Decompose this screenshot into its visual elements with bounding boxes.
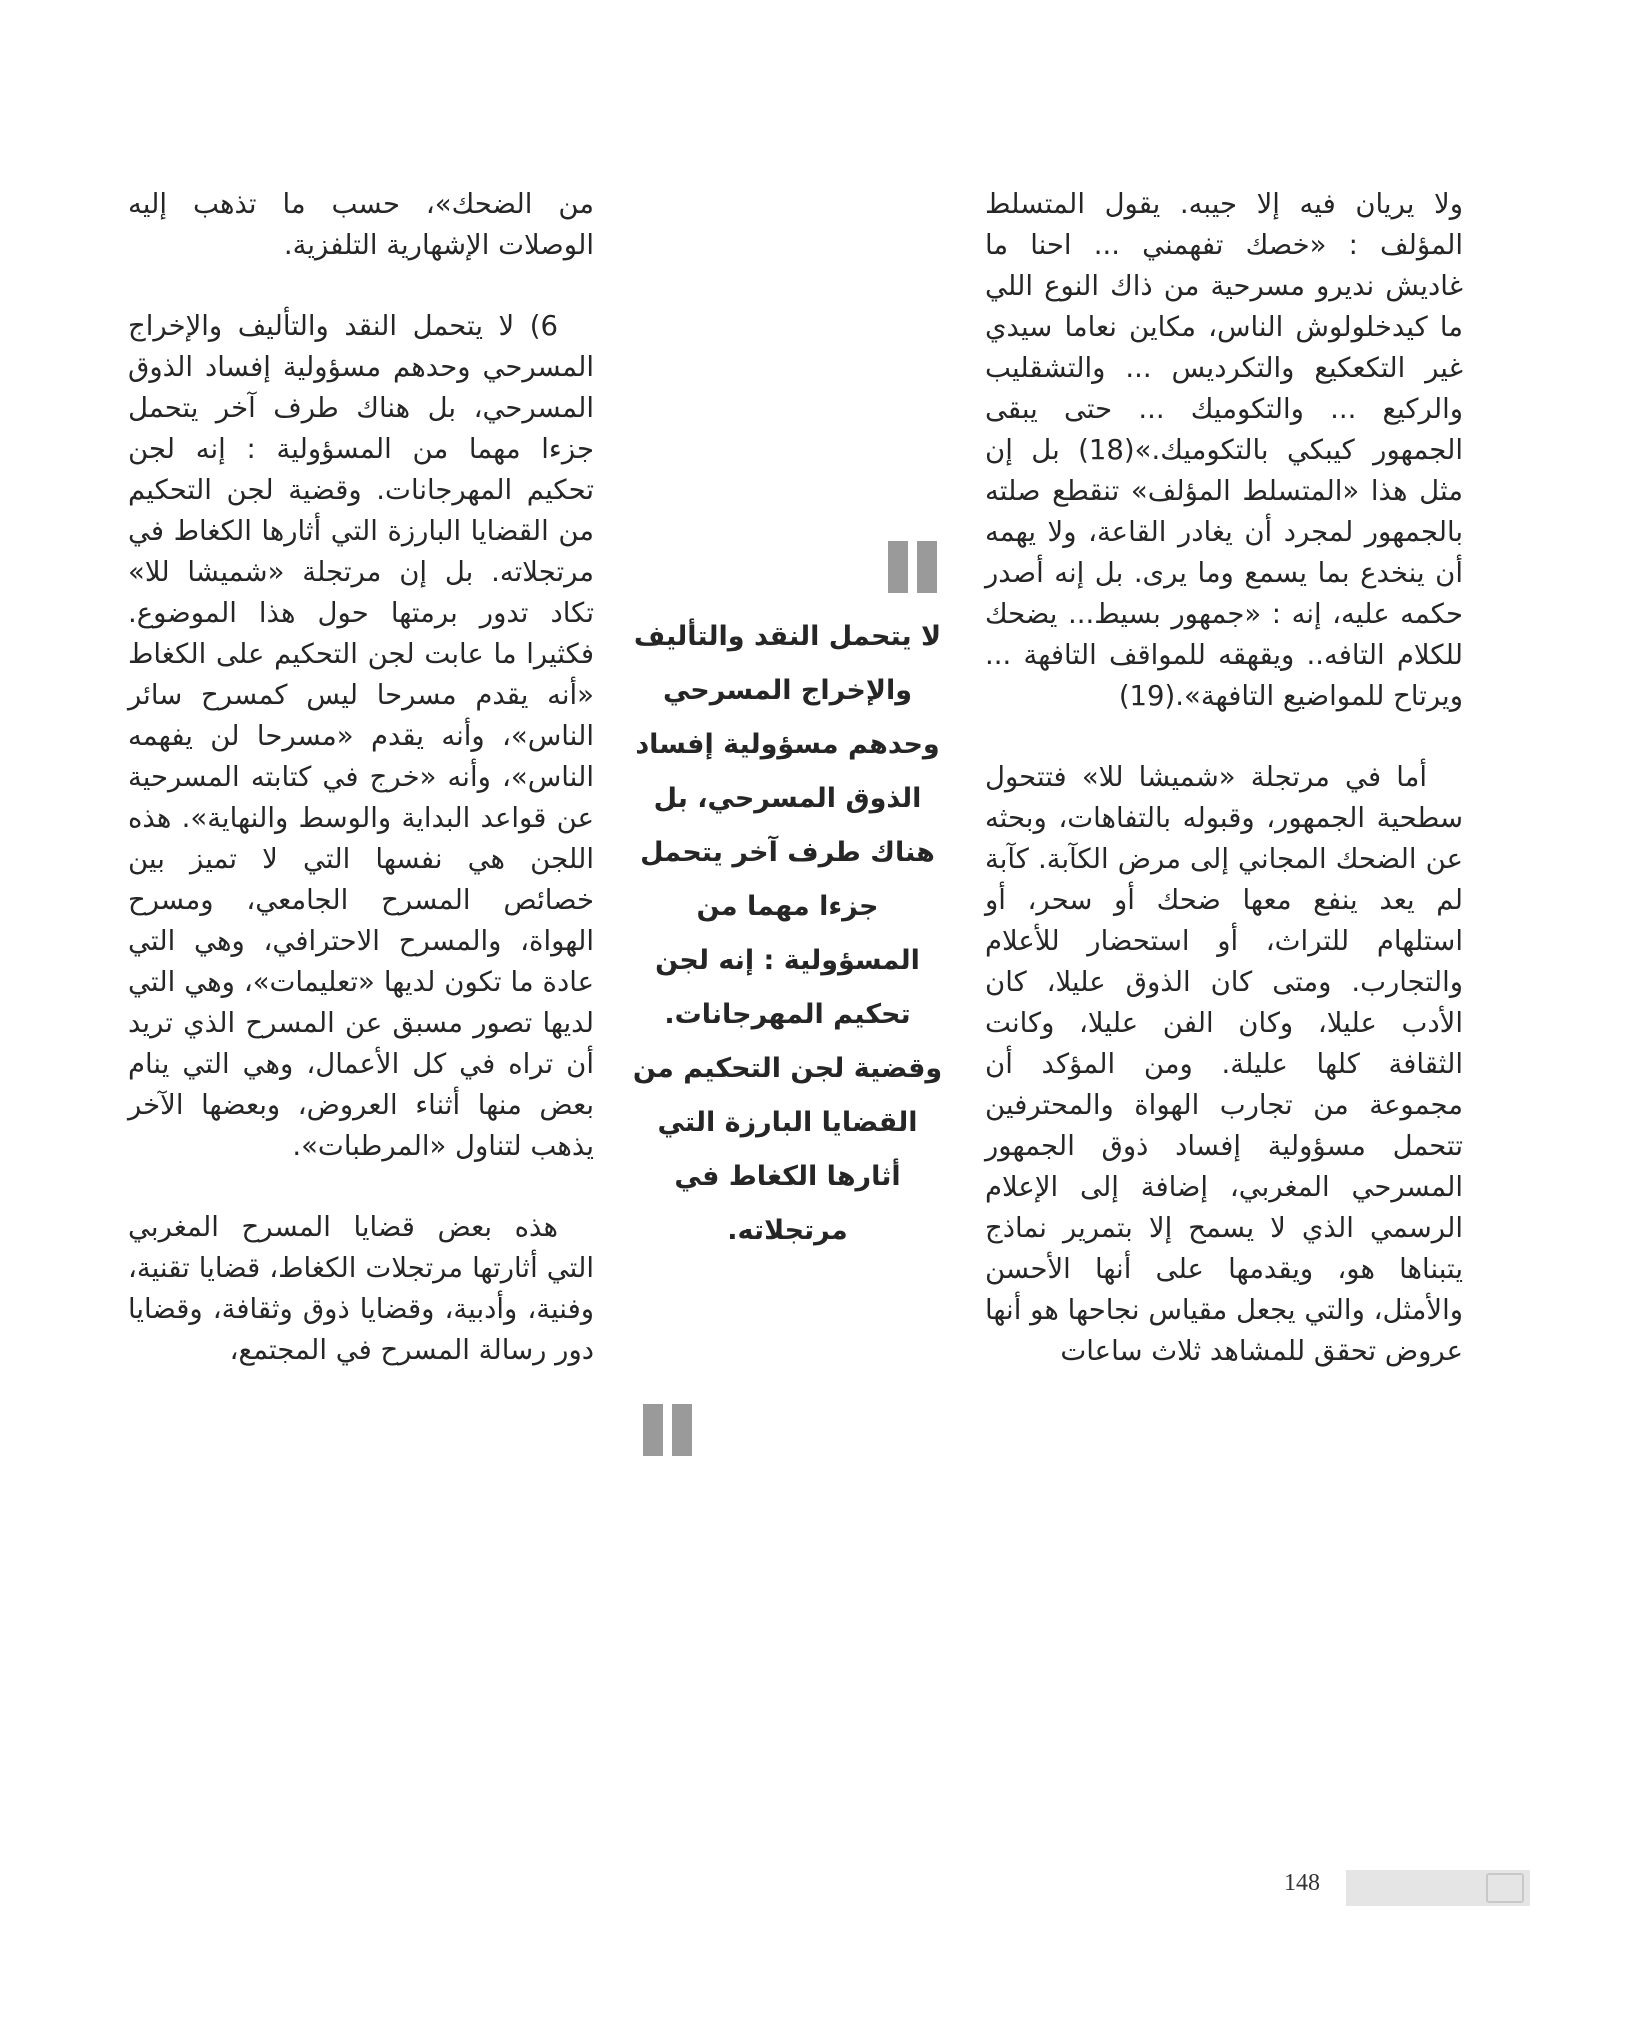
left-paragraph-1: من الضحك»، حسب ما تذهب إليه الوصلات الإشهارية التلفزية. [128, 188, 594, 261]
pull-quote: لا يتحمل النقد والتأليف والإخراج المسرحي وحدهم مسؤولية إفساد الذوق المسرحي، بل هناك طرف آخر يتحمل جزءا مهما من المسؤولية : إنه لجن تحكيم المهرجانات. وقضية لجن التحكيم من القضايا البارزة التي أثارها الكغاط في مرتجلاته. [632, 621, 943, 1246]
right-paragraph-1: ولا يريان فيه إلا جيبه. يقول المتسلط المؤلف : «خصك تفهمني ... احنا ما غاديش نديرو مسرحية من ذاك النوع اللي ما كيدخلولوش الناس، مكاين نعاما سيدي غير التكعكيع والتكرديس ... والتشقليب والركيع ... والتكوميك ... حتى يبقى الجمهور كيبكي بالتكوميك.»(18) بل إن مثل هذا «المتسلط المؤلف» تنقطع صلته بالجمهور لمجرد أن يغادر القاعة، ولا يهمه أن ينخدع بما يسمع وما يرى. بل إنه أصدر حكمه عليه، إنه : «جمهور بسيط... يضحك للكلام التافه.. ويقهقه للمواقف التافهة ... ويرتاح للمواضيع التافهة».(19) [985, 188, 1463, 712]
magazine-logo [1346, 1870, 1530, 1906]
right-column [985, 184, 1463, 1372]
pull-quote-open-mark [888, 541, 937, 593]
left-paragraph-2: 6) لا يتحمل النقد والتأليف والإخراج المسرحي وحدهم مسؤولية إفساد الذوق المسرحي، بل هناك طرف آخر يتحمل جزءا مهما من المسؤولية : إنه لجن تحكيم المهرجانات. وقضية لجن التحكيم من القضايا البارزة التي أثارها الكغاط في مرتجلاته. بل إن مرتجلة «شميشا للا» تكاد تدور برمتها حول هذا الموضوع. فكثيرا ما عابت لجن التحكيم على الكغاط «أنه يقدم مسرحا ليس كمسرح سائر الناس»، وأنه يقدم «مسرحا لن يفهمه الناس»، وأنه «خرج في كتابته المسرحية عن قواعد البداية والوسط والنهاية». هذه اللجن هي نفسها التي لا تميز بين خصائص المسرح الجامعي، ومسرح الهواة، والمسرح الاحترافي، وهي التي عادة ما تكون لديها «تعليمات»، وهي التي لديها تصور مسبق عن المسرح الذي تريد أن تراه في كل الأعمال، وهي التي ينام بعض منها أثناء العروض، وبعضها الآخر يذهب لتناول «المرطبات». [128, 310, 594, 1162]
left-paragraph-3: هذه بعض قضايا المسرح المغربي التي أثارتها مرتجلات الكغاط، قضايا تقنية، وفنية، وأدبية، وقضايا ذوق وثقافة، وقضايا دور رسالة المسرح في المجتمع، [128, 1211, 594, 1366]
logo-icon [1486, 1873, 1524, 1903]
page-number: 148 [1284, 1870, 1320, 1896]
right-paragraph-2: أما في مرتجلة «شميشا للا» فتتحول سطحية الجمهور، وقبوله بالتفاهات، وبحثه عن الضحك المجاني إلى مرض الكآبة. كآبة لم يعد ينفع معها ضحك أو سحر، أو استلهام للتراث، أو استحضار للأعلام والتجارب. ومتى كان الذوق عليلا، كان الأدب عليلا، وكان الفن عليلا، وكانت الثقافة كلها عليلة. ومن المؤكد أن مجموعة من تجارب الهواة والمحترفين تتحمل مسؤولية إفساد ذوق الجمهور المسرحي المغربي، إضافة إلى الإعلام الرسمي الذي لا يسمح إلا بتمرير نماذج يتبناها هو، ويقدمها على أنها الأحسن والأمثل، والتي يجعل مقياس نجاحها هو أنها عروض تحقق للمشاهد ثلاث ساعات [985, 761, 1463, 1367]
pull-quote-close-mark [643, 1404, 692, 1456]
left-column [128, 184, 594, 1371]
